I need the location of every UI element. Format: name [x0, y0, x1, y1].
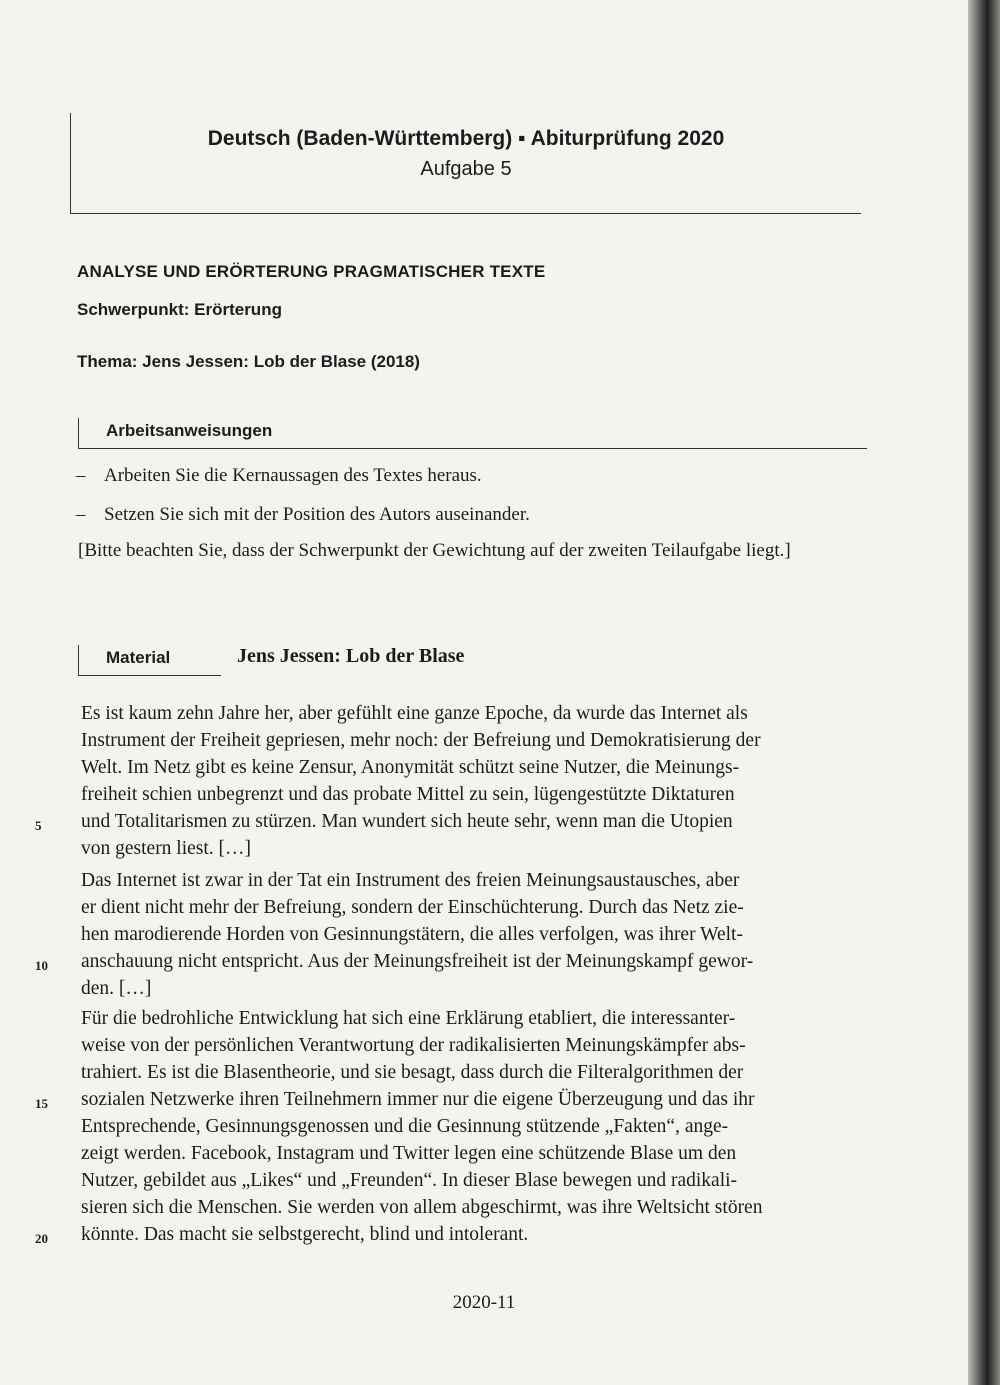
text-line: er dient nicht mehr der Befreiung, sondern der Einschüchterung. Durch das Netz zie-: [81, 897, 744, 918]
text-line: Es ist kaum zehn Jahre her, aber gefühlt eine ganze Epoche, da wurde das Internet als: [81, 703, 748, 724]
task-text: Arbeiten Sie die Kernaussagen des Textes heraus.: [104, 465, 482, 486]
header-box: [70, 113, 861, 214]
line-number: 5: [35, 818, 42, 833]
text-line: sozialen Netzwerke ihren Teilnehmern immer nur die eigene Überzeugung und das ihr: [81, 1089, 755, 1110]
text-line: und Totalitarismen zu stürzen. Man wundert sich heute sehr, wenn man die Utopien: [81, 811, 733, 832]
instructions-heading: Arbeitsanweisungen: [106, 421, 273, 440]
text-line: Nutzer, gebildet aus „Likes“ und „Freunden“. In dieser Blase bewegen und radikali-: [81, 1170, 738, 1191]
exam-task-number: Aufgabe 5: [420, 158, 512, 180]
section-heading: ANALYSE UND ERÖRTERUNG PRAGMATISCHER TEXTE: [77, 262, 546, 281]
text-line: sieren sich die Menschen. Sie werden von allem abgeschirmt, was ihre Weltsicht stören: [81, 1197, 763, 1218]
material-heading-box: [78, 645, 221, 676]
text-line: Das Internet ist zwar in der Tat ein Instrument des freien Meinungsaustausches, aber: [81, 870, 740, 891]
page-number: 2020-11: [452, 1292, 516, 1313]
exam-title: Deutsch (Baden-Württemberg) ▪ Abiturprüfung 2020: [207, 127, 725, 150]
text-line: Entsprechende, Gesinnungsgenossen und die Gesinnung stützende „Fakten“, ange-: [81, 1116, 729, 1137]
text-line: weise von der persönlichen Verantwortung der radikalisierten Meinungskämpfer abs-: [81, 1035, 746, 1056]
task-dash: –: [76, 504, 86, 525]
weighting-note: [Bitte beachten Sie, dass der Schwerpunkt der Gewichtung auf der zweiten Teilaufgabe liegt.]: [78, 540, 791, 561]
text-line: Instrument der Freiheit gepriesen, mehr noch: der Befreiung und Demokratisierung der: [81, 730, 761, 751]
text-line: anschauung nicht entspricht. Aus der Meinungsfreiheit ist der Meinungskampf gewor-: [81, 951, 754, 972]
line-number: 10: [35, 958, 48, 973]
focus-heading: Schwerpunkt: Erörterung: [77, 300, 282, 319]
text-line: Für die bedrohliche Entwicklung hat sich eine Erklärung etabliert, die interessanter-: [81, 1008, 736, 1029]
text-line: freiheit schien unbegrenzt und das probate Mittel zu sein, lügengestützte Diktaturen: [81, 784, 735, 805]
instructions-heading-box: [78, 418, 867, 449]
task-item: [76, 504, 530, 526]
material-label: Material: [106, 648, 171, 667]
topic-heading: Thema: Jens Jessen: Lob der Blase (2018): [77, 352, 420, 371]
text-line: trahiert. Es ist die Blasentheorie, und sie besagt, dass durch die Filteralgorithmen der: [81, 1062, 744, 1083]
text-line: Welt. Im Netz gibt es keine Zensur, Anonymität schützt seine Nutzer, die Meinungs-: [81, 757, 740, 778]
book-spine-shadow: [968, 0, 1000, 1385]
task-item: [76, 465, 482, 487]
line-number: 15: [35, 1096, 48, 1111]
text-line: könnte. Das macht sie selbstgerecht, blind und intolerant.: [81, 1224, 529, 1245]
task-text: Setzen Sie sich mit der Position des Autors auseinander.: [104, 504, 530, 525]
text-line: zeigt werden. Facebook, Instagram und Twitter legen eine schützende Blase um den: [81, 1143, 737, 1164]
text-line: den. […]: [81, 978, 152, 999]
material-title: Jens Jessen: Lob der Blase: [237, 645, 465, 667]
task-dash: –: [76, 465, 86, 486]
line-number: 20: [35, 1231, 48, 1246]
text-line: hen marodierende Horden von Gesinnungstätern, die alles verfolgen, was ihrer Welt-: [81, 924, 743, 945]
text-line: von gestern liest. […]: [81, 838, 252, 859]
